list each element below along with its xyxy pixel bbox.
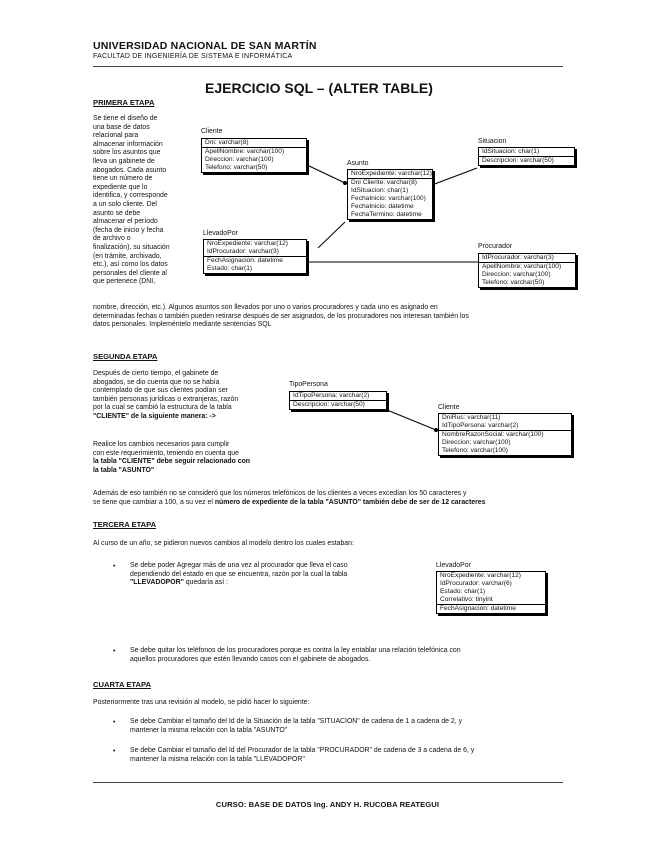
entity-llevadopor2-pk	[437, 572, 545, 604]
footer	[0, 800, 655, 809]
text-line: que pertenece (DNI,	[93, 278, 156, 286]
footer-divider	[93, 782, 563, 783]
entity-field: Direccion: varchar(100)	[442, 439, 511, 446]
text-line: por la cual se cambió la estructura de la tabla	[93, 404, 232, 412]
section-heading-primera: PRIMERA ETAPA	[93, 98, 155, 107]
text-line: (fecha de inicio y fecha	[93, 226, 164, 234]
text-line: abogados, se dio cuenta que no se había	[93, 378, 220, 386]
text-line: relacional para	[93, 132, 139, 140]
text-line: la tabla "ASUNTO"	[93, 466, 155, 474]
text-line: de archivo o	[93, 235, 131, 243]
entity-field: FechAsignacion: datetime	[207, 257, 283, 264]
entity-llevadopor-name: LlevadoPor	[203, 230, 238, 237]
text-line: Se tiene el diseño de	[93, 115, 158, 122]
section-heading-tercera: TERCERA ETAPA	[93, 520, 157, 529]
entity-field: IdProcurador: varchar(3)	[482, 254, 554, 261]
entity-field: IdTipoPersona: varchar(2)	[442, 422, 519, 429]
text-line: "CLIENTE" de la siguiente manera: ->	[93, 412, 216, 420]
etapa4-bullet-2	[130, 747, 474, 764]
text-line: con este requerimiento, teniendo en cuenta que	[93, 449, 239, 457]
entity-field: Descripcion: varchar(50)	[293, 401, 365, 408]
text-line: tiene un número de	[93, 175, 153, 183]
entity-field: FechaInicio: varchar(100)	[351, 195, 426, 202]
text-line: Después de cierto tiempo, el gabinete de	[93, 370, 219, 377]
section-heading-segunda: SEGUNDA ETAPA	[93, 352, 158, 361]
entity-tipopersona-pk	[290, 392, 386, 400]
entity-llevadopor2	[436, 571, 546, 614]
footer-text: CURSO: BASE DE DATOS Ing. ANDY H. RUCOBA REATEGUI	[215, 800, 440, 809]
text-line: finalización), su situación	[93, 243, 170, 251]
entity-procurador-name: Procurador	[478, 243, 513, 250]
entity-field: NroExpediente: varchar(12)	[351, 170, 432, 177]
text-line: también personas jurídicas o extranjeras, razón	[93, 395, 239, 403]
entity-field: Descripcion: varchar(50)	[482, 157, 554, 164]
entity-cliente2-attrs	[439, 430, 571, 455]
text-line: "LLEVADOPOR" quedaría así :	[130, 579, 228, 587]
text-line: (en trámite, archivado,	[93, 252, 162, 260]
text-line: abogados. Cada asunto	[93, 166, 167, 174]
text-line: sobre los asuntos que	[93, 149, 161, 157]
entity-field: Direccion: varchar(100)	[482, 271, 551, 278]
bullet-icon: •	[113, 719, 116, 726]
entity-field: Telefono: varchar(100)	[442, 447, 508, 454]
entity-field: Telefono: varchar(50)	[205, 164, 268, 171]
entity-field: ApellNombre: varchar(100)	[482, 263, 562, 270]
bullet-icon: •	[113, 563, 116, 570]
text-line: mantener la misma relación con la tabla "ASUNTO"	[130, 726, 288, 734]
entity-llevadopor2-attrs	[437, 604, 545, 613]
text-line: lleva un gabinete de	[93, 157, 155, 165]
entity-field: FechaTermino: datetime	[351, 211, 422, 218]
entity-cliente2-pk	[439, 414, 571, 430]
entity-field: Estado: char(1)	[207, 265, 253, 272]
etapa2-note-2-plain: se tiene que cambiar a 100, a su vez el	[93, 499, 215, 506]
text-line: datos personales. Impleméntelo mediante sentencias SQL	[93, 321, 272, 329]
etapa3-bullet-2	[130, 647, 461, 664]
text-line: Se debe poder Agregar más de una vez al procurador que lleva el caso	[130, 562, 348, 569]
faculty-name: FACULTAD DE INGENIERÍA DE SISTEMA E INFORMÁTICA	[93, 53, 293, 60]
entity-field: NombreRazonSocial: varchar(100)	[442, 431, 544, 438]
entity-field: IdProcurador: varchar(6)	[440, 580, 512, 587]
text-line: determinadas fechas o también pueden retirarse después de ser asignados, de los procuradores nos interesan también los	[93, 312, 469, 320]
text-line: almacenar información	[93, 140, 163, 148]
entity-asunto-name: Asunto	[347, 160, 369, 167]
etapa3-bullet-1	[130, 562, 348, 588]
text-line: etc.), así como los datos	[93, 261, 168, 269]
university-name: UNIVERSIDAD NACIONAL DE SAN MARTÍN	[93, 40, 317, 52]
bullet-icon: •	[113, 648, 116, 655]
text-line: dependiendo del estado en que se encuentra, razón por la cual la tabla	[130, 570, 348, 578]
entity-field: IdTipoPersona: varchar(2)	[293, 392, 370, 399]
entity-llevadopor2-name: LlevadoPor	[436, 562, 471, 569]
entity-cliente-name: Cliente	[201, 128, 223, 135]
entity-field: FechaInicio: datetime	[351, 203, 414, 210]
page-title: EJERCICIO SQL – (ALTER TABLE)	[205, 80, 433, 96]
entity-field: FechAsignacion: datetime	[440, 605, 516, 612]
section-heading-cuarta: CUARTA ETAPA	[93, 680, 151, 689]
text-line: aquellos procuradores que estén llevando casos con el gabinete de abogados.	[130, 655, 371, 663]
text-line: personales del cliente al	[93, 269, 167, 277]
entity-field: Estado: char(1)	[440, 588, 486, 595]
entity-field: DniRuc: varchar(11)	[442, 414, 501, 421]
entity-field: Dni: varchar(8)	[205, 139, 249, 146]
entity-field: NroExpediente: varchar(12)	[440, 572, 521, 579]
entity-field: NroExpediente: varchar(12)	[207, 240, 288, 247]
text-line: mantener la misma relación con la tabla "LLEVADOPOR"	[130, 755, 305, 763]
entity-field: IdSituacion: char(1)	[351, 187, 409, 194]
text-line: Realice los cambios necesarios para cumplir	[93, 441, 230, 448]
entity-cliente2-name: Cliente	[438, 404, 460, 411]
entity-field: IdProcurador: varchar(3)	[207, 248, 279, 255]
etapa4-intro: Posteriormente tras una revisión al modelo, se pidió hacer lo siguiente:	[93, 699, 310, 706]
entity-tipopersona	[289, 391, 387, 410]
entity-cliente2	[438, 413, 572, 456]
etapa3-intro: Al curso de un año, se pidieron nuevos cambios al modelo dentro los cuales estaban:	[93, 540, 354, 547]
text-line: Se debe quitar los teléfonos de los procuradores porque es contra la ley entablar una relación telefónica con	[130, 647, 461, 654]
entity-tipopersona-name: TipoPersona	[289, 381, 328, 388]
text-line: a un solo cliente. Del	[93, 200, 157, 208]
entity-field: ApellNombre: varchar(100)	[205, 148, 285, 155]
text-line: identifica, y corresponde	[93, 192, 168, 200]
text-line: contemplado de que sus clientes podían ser	[93, 387, 228, 395]
etapa2-note-1: Además de eso también no se consideró que los números telefónicos de los clientes a veces excedían los 50 caracteres y	[93, 490, 467, 497]
text-line: expediente que lo	[93, 183, 148, 191]
entity-field: Direccion: varchar(100)	[205, 156, 274, 163]
bullet-icon: •	[113, 748, 116, 755]
entity-field: Correlativo: tinyint	[440, 596, 493, 603]
text-line: Se debe Cambiar el tamaño del Id del Procurador de la tabla "PROCURADOR" de cadena de 3 a cadena de 6, y	[130, 747, 475, 754]
etapa2-note-2-bold: número de expediente de la tabla "ASUNTO" también debe de ser de 12 caracteres	[214, 499, 486, 506]
entity-field: IdSituacion: char(1)	[482, 148, 540, 155]
text-line: asunto se debe	[93, 209, 141, 217]
entity-tipopersona-attrs	[290, 400, 386, 409]
text-line: una base de datos	[93, 123, 150, 131]
entity-situacion-name: Situacion	[478, 138, 507, 145]
entity-field: Dni Cliente: varchar(8)	[351, 179, 417, 186]
entity-field: Telefono: varchar(50)	[482, 279, 545, 286]
text-line: nombre, dirección, etc.). Algunos asuntos son llevados por uno o varios procuradores y cada uno es asignado en	[93, 304, 438, 311]
text-line: almacenar el período	[93, 218, 158, 226]
text-line: la tabla "CLIENTE" debe seguir relacionado con	[93, 458, 251, 466]
etapa4-bullet-1	[130, 718, 462, 735]
text-line: Se debe Cambiar el tamaño del Id de la Situación de la tabla "SITUACION" de cadena de 1 a cadena de 2, y	[130, 718, 463, 725]
